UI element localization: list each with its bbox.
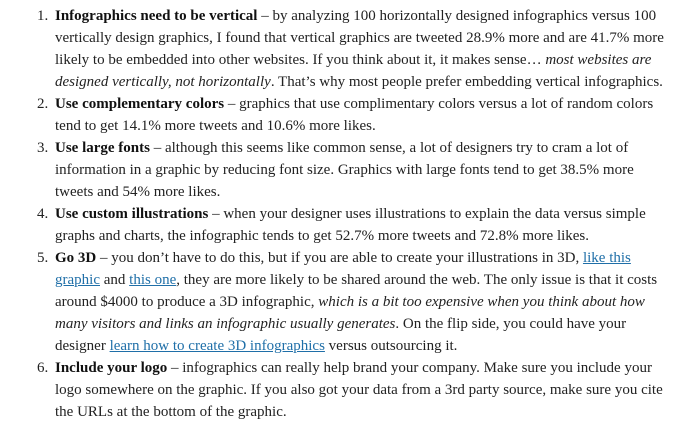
link-learn-3d-infographics[interactable]: learn how to create 3D infographics <box>109 338 325 354</box>
tip-title: Infographics need to be vertical <box>55 8 258 24</box>
tip-text: – when your designer uses illustrations to explain the data versus simple graphs and charts, the infographic tends to get 52.7% more tweets and 72.8% more likes. <box>55 206 646 244</box>
tip-title: Use custom illustrations <box>55 206 209 222</box>
tip-text: . On the flip side, you could have your designer <box>55 316 627 354</box>
list-item <box>0 5 664 93</box>
list-number: 3. <box>37 140 49 156</box>
list-number: 5. <box>37 250 49 266</box>
tip-text: – graphics that use complimentary colors versus a lot of random colors tend to get 14.1% more tweets and 10.6% more likes. <box>55 96 654 134</box>
tip-text: – although this seems like common sense, a lot of designers try to cram a lot of information in a graphic by reducing font size. Graphics with large fonts tend to get 38.5% more tweets and 54% more likes. <box>55 140 634 200</box>
list-item <box>0 137 664 203</box>
tip-title: Use complementary colors <box>55 96 225 112</box>
list-number: 2. <box>37 96 49 112</box>
tip-text: , they are more likely to be shared around the web. The only issue is that it costs around $4000 to produce a 3D infographic, <box>55 272 658 310</box>
list-item <box>0 247 664 357</box>
list-number: 6. <box>37 360 49 376</box>
tip-text: – you don’t have to do this, but if you are able to create your illustrations in 3D, <box>96 250 583 266</box>
tip-text: – by analyzing 100 horizontally designed infographics versus 100 vertically design graphics, I found that vertical graphics are tweeted 28.9% more and are 41.7% more likely to be embedded into other websites. If you think about it, it makes sense… <box>55 8 664 68</box>
tip-text: and <box>99 272 130 288</box>
tip-title: Include your logo <box>55 360 168 376</box>
list-item <box>0 203 664 247</box>
tip-emphasis: which is a bit too expensive when you think about how many visitors and links an infographic usually generates <box>55 294 645 332</box>
tip-text: . That’s why most people prefer embedding vertical infographics. <box>270 74 663 90</box>
tip-title: Go 3D <box>55 250 97 266</box>
list-number: 1. <box>37 8 49 24</box>
link-3d-second-example[interactable]: this one <box>129 272 177 288</box>
tip-emphasis: most websites are designed vertically, not horizontally <box>55 52 652 90</box>
tip-title: Use large fonts <box>55 140 150 156</box>
tip-text: versus outsourcing it. <box>324 338 458 354</box>
link-3d-graphic-example[interactable]: like this graphic <box>55 250 631 288</box>
list-number: 4. <box>37 206 49 222</box>
list-item <box>0 93 664 137</box>
list-item <box>0 357 664 423</box>
tip-text: – infographics can really help brand your company. Make sure you include your logo somewhere on the graphic. If you also got your data from a 3rd party source, make sure you cite the URLs at the bottom of the graphic. <box>55 360 663 420</box>
